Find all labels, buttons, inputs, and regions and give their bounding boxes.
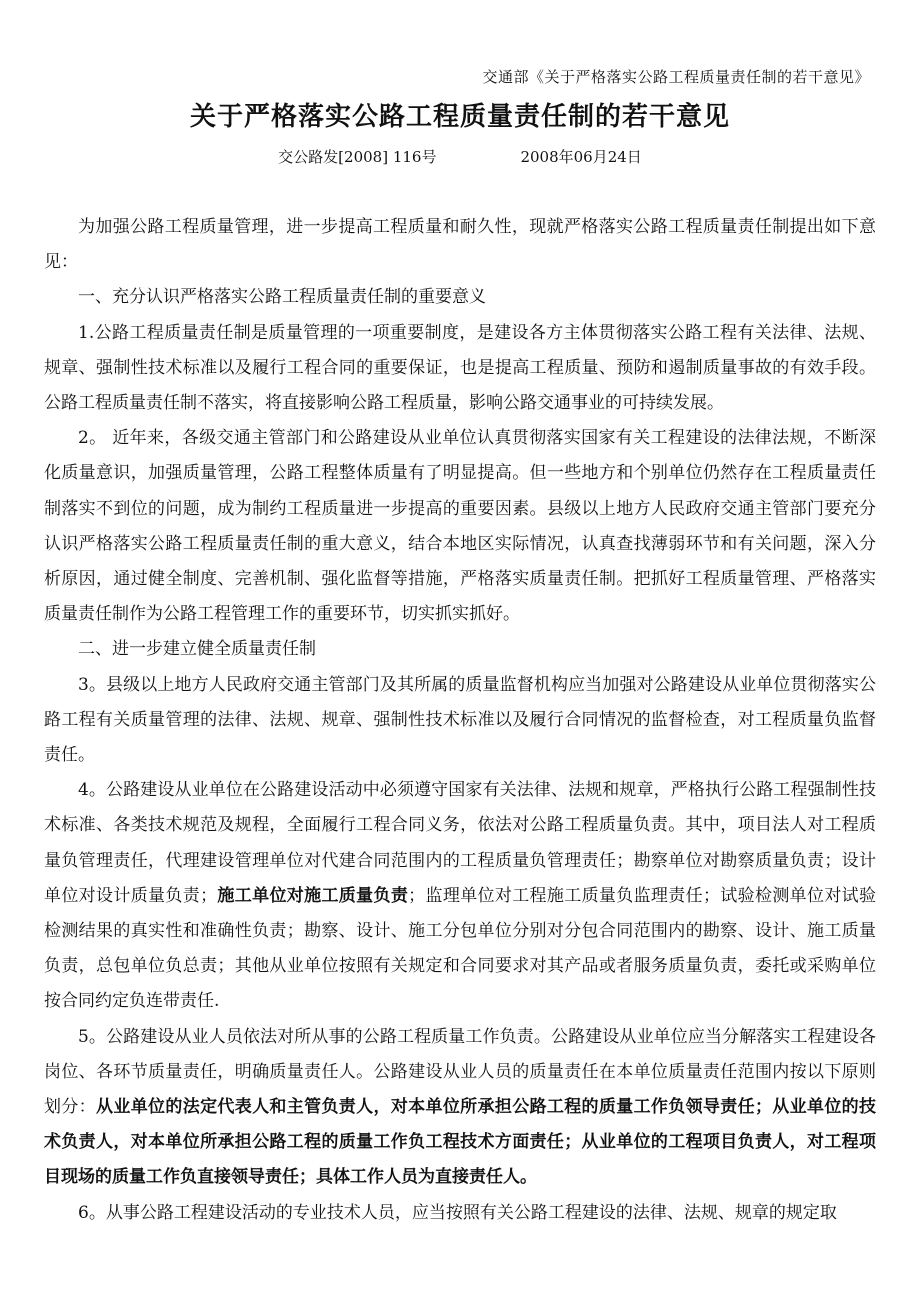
document-info xyxy=(0,146,920,167)
intro-paragraph: 为加强公路工程质量管理，进一步提高工程质量和耐久性，现就严格落实公路工程质量责任制提出如下意见： xyxy=(44,217,876,273)
document-body xyxy=(44,210,876,1231)
paragraph-6: 6。从事公路工程建设活动的专业技术人员，应当按照有关公路工程建设的法律、法规、规章的规定取 xyxy=(78,1202,837,1223)
running-header: 交通部《关于严格落实公路工程质量责任制的若干意见》 xyxy=(482,68,870,86)
paragraph-4-part-b: ；监理单位对工程施工质量负监理责任；试验检测单位对试验检测结果的真实性和准确性负责；勘察、设计、施工分包单位分别对分包合同范围内的勘察、设计、施工质量负责，总包单位负总责；其他从业单位按照有关规定和合同要求对其产品或者服务质量负责，委托或采购单位按合同约定负连带责任. xyxy=(44,885,877,1012)
paragraph-4 xyxy=(44,773,876,1019)
paragraph-1: 1.公路工程质量责任制是质量管理的一项重要制度，是建设各方主体贯彻落实公路工程有关法律、法规、规章、强制性技术标准以及履行工程合同的重要保证，也是提高工程质量、预防和遏制质量事故的有效手段。公路工程质量责任制不落实，将直接影响公路工程质量，影响公路交通事业的可持续发展。 xyxy=(44,322,876,414)
section-heading-2: 二、进一步建立健全质量责任制 xyxy=(78,639,316,660)
paragraph-5-part-a: 5。公路建设从业人员依法对所从事的公路工程质量工作负责。公路建设从业单位应当分解落实工程建设各岗位、各环节质量责任，明确质量责任人。公路建设从业人员的质量责任在本单位质量责任范围内按以下原则划分： xyxy=(44,1026,876,1118)
doc-date: 2008年06月24日 xyxy=(520,148,642,166)
paragraph-5 xyxy=(44,1020,876,1196)
section-heading-1: 一、充分认识严格落实公路工程质量责任制的重要意义 xyxy=(78,287,486,308)
paragraph-2: 2。 近年来，各级交通主管部门和公路建设从业单位认真贯彻落实国家有关工程建设的法律法规，不断深化质量意识，加强质量管理，公路工程整体质量有了明显提高。但一些地方和个别单位仍然存在工程质量责任制落实不到位的问题，成为制约工程质量进一步提高的重要因素。县级以上地方人民政府交通主管部门要充分认识严格落实公路工程质量责任制的重大意义，结合本地区实际情况，认真查找薄弱环节和有关问题，深入分析原因，通过健全制度、完善机制、强化监督等措施，严格落实质量责任制。把抓好工程质量管理、严格落实质量责任制作为公路工程管理工作的重要环节，切实抓实抓好。 xyxy=(44,428,876,625)
paragraph-4-part-a: 4。公路建设从业单位在公路建设活动中必须遵守国家有关法律、法规和规章，严格执行公路工程强制性技术标准、各类技术规范及规程，全面履行工程合同义务，依法对公路工程质量负责。其中，项目法人对工程质量负管理责任，代理建设管理单位对代建合同范围内的工程质量负管理责任；勘察单位对勘察质量负责；设计单位对设计质量负责； xyxy=(44,780,876,906)
paragraph-4-bold: 施工单位对施工质量负责 xyxy=(217,885,409,906)
doc-number: 交公路发[2008] 116号 xyxy=(278,148,437,166)
document-title: 关于严格落实公路工程质量责任制的若干意见 xyxy=(189,102,730,132)
paragraph-5-bold: 从业单位的法定代表人和主管负责人，对本单位所承担公路工程的质量工作负领导责任；从业单位的技术负责人，对本单位所承担公路工程的质量工作负工程技术方面责任；从业单位的工程项目负责人，对工程项目现场的质量工作负直接领导责任；具体工作人员为直接责任人。 xyxy=(44,1097,877,1188)
paragraph-3: 3。县级以上地方人民政府交通主管部门及其所属的质量监督机构应当加强对公路建设从业单位贯彻落实公路工程有关质量管理的法律、法规、规章、强制性技术标准以及履行合同情况的监督检查，对工程质量负监督责任。 xyxy=(44,674,876,766)
